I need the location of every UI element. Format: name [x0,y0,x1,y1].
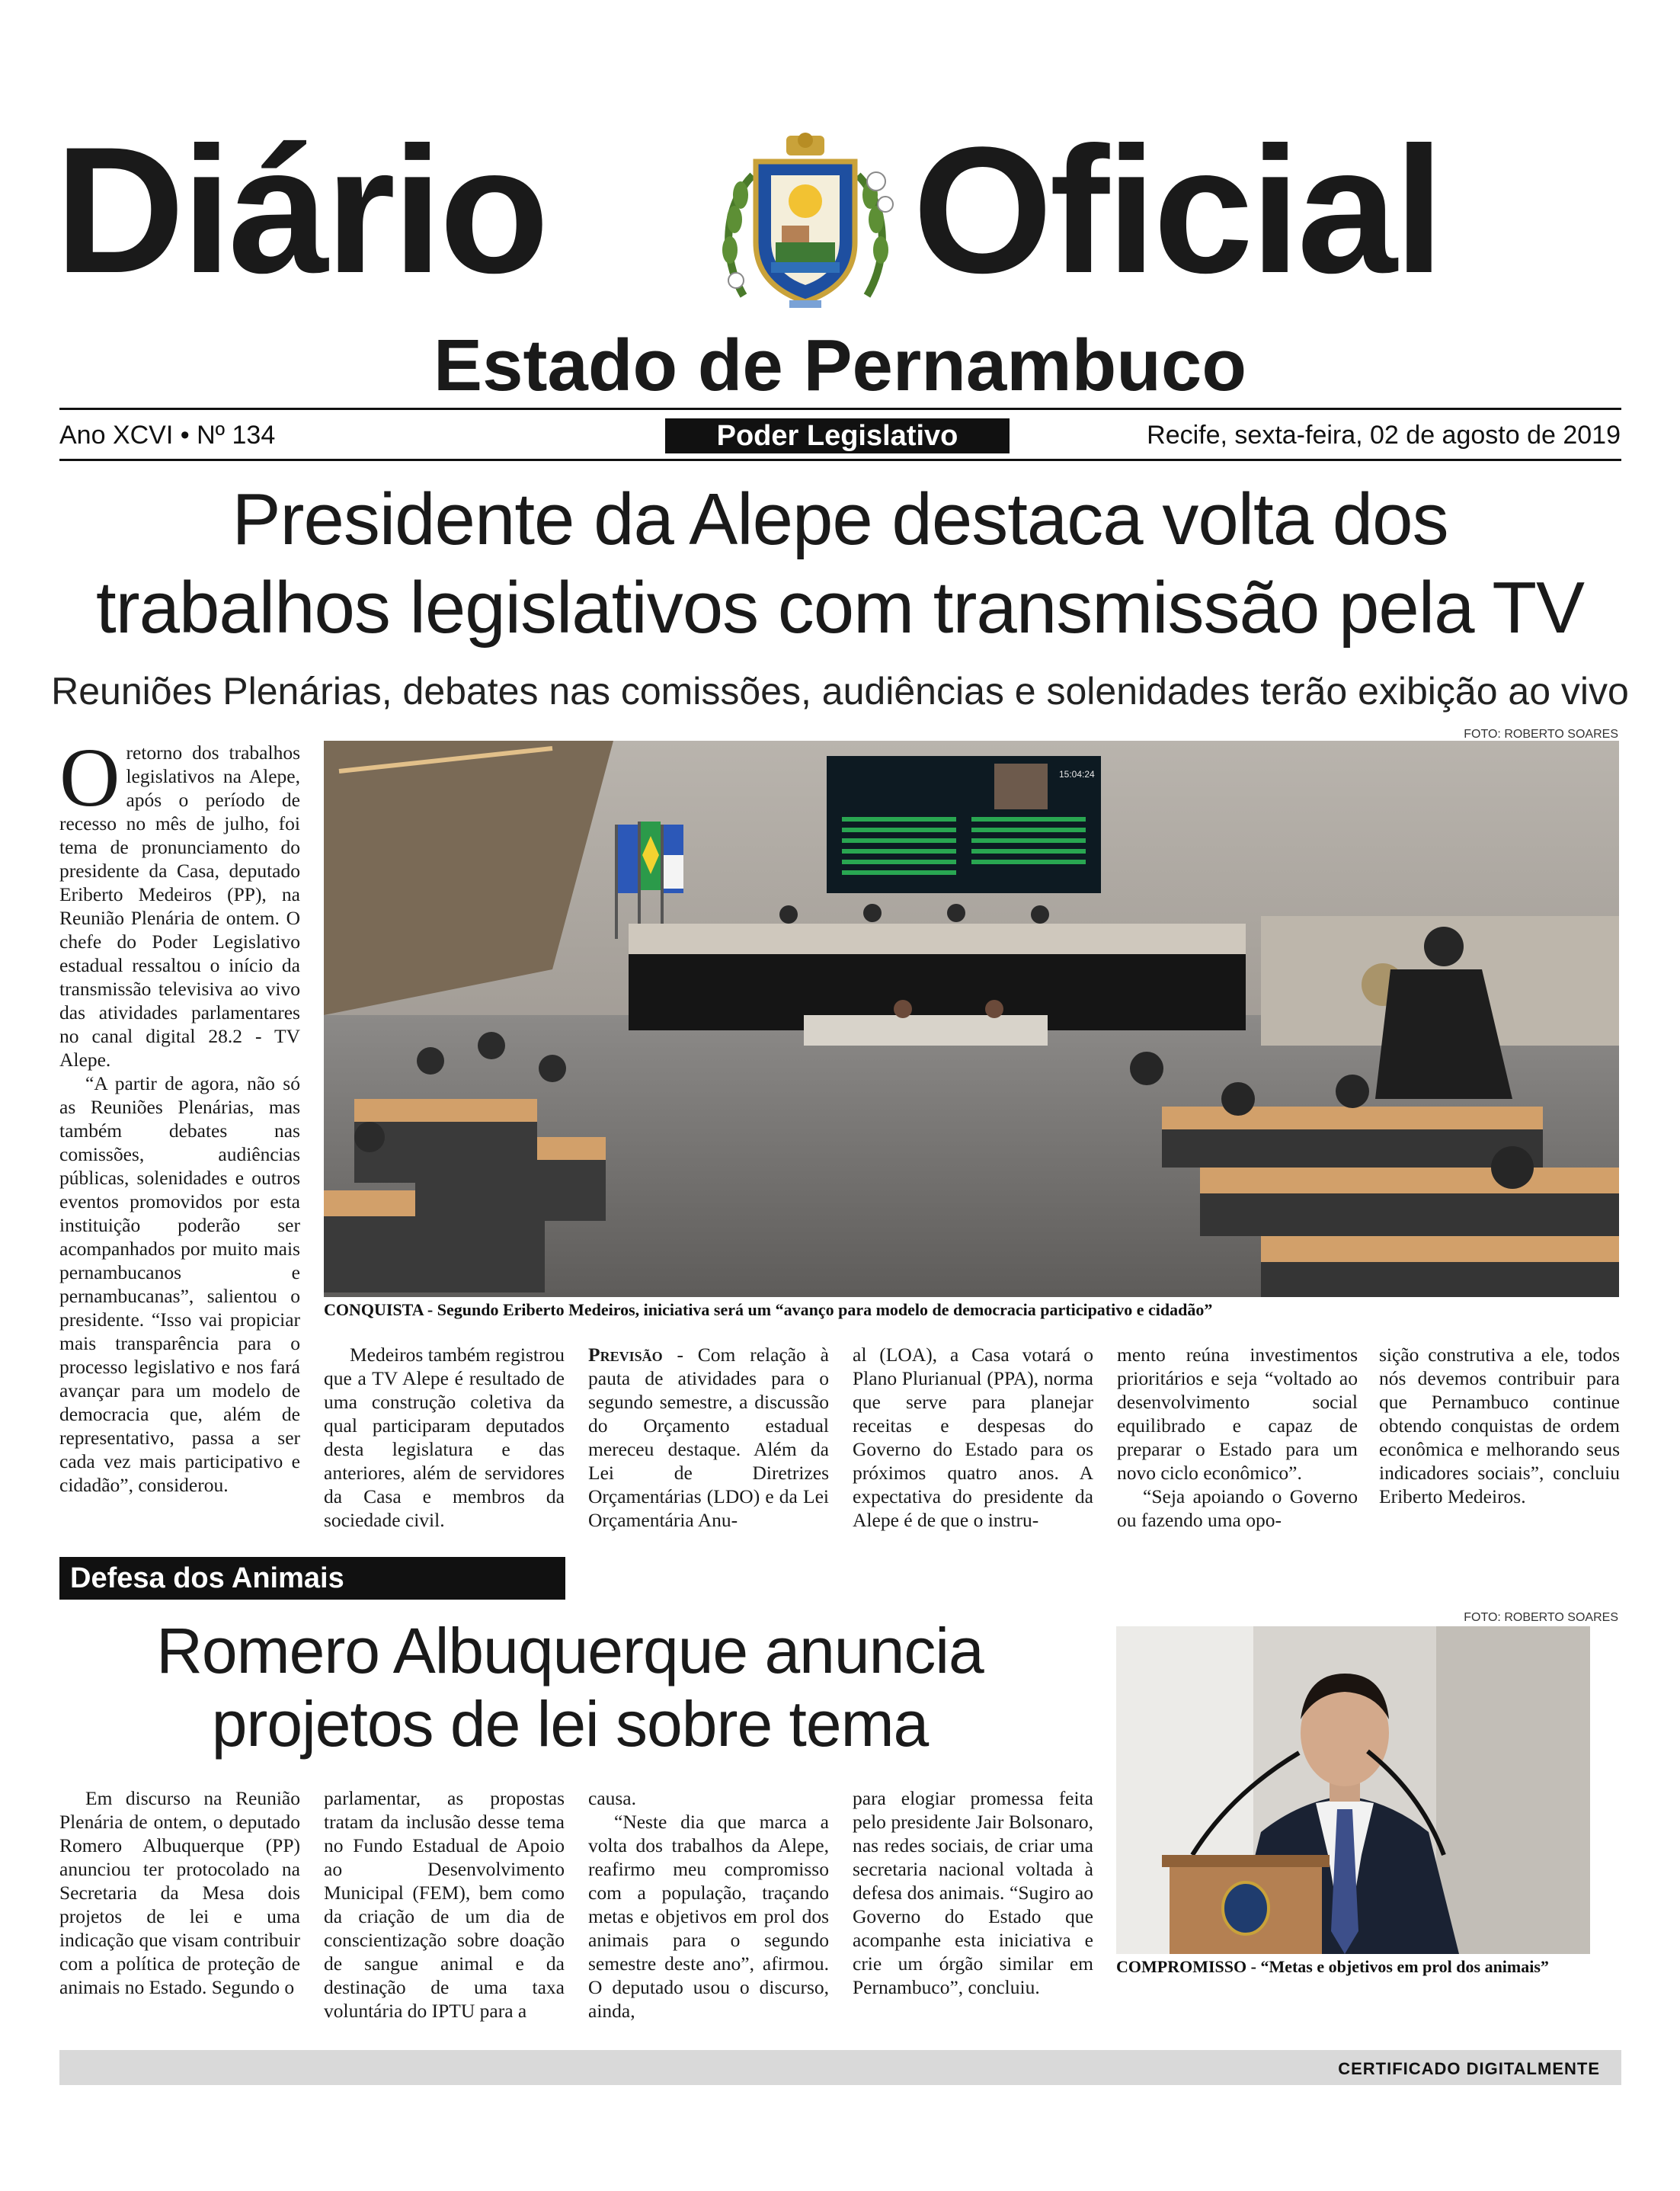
masthead-subtitle: Estado de Pernambuco [434,325,1246,406]
screen-clock: 15:04:24 [1059,769,1095,780]
story1-col2-text: Medeiros também registrou que a TV Alepe é resultado de uma construção coletiva da qual participaram deputados desta legislatura e das anteriores, além de servidores da Casa e membros da sociedade civil. [324,1344,565,1531]
story2-photo-credit: FOTO: ROBERTO SOARES [1464,1611,1618,1624]
story1-caption-label: CONQUISTA - [324,1300,434,1319]
section-label-legislativo: Poder Legislativo [665,418,1010,453]
story2-col2-text: parlamentar, as propostas tratam da inclusão desse tema no Fundo Estadual de Apoio ao Desenvolvimento Municipal (FEM), bem como da criação de um dia de conscientização sobre doação de sangue animal e da destinação de uma taxa voluntária do IPTU para a [324,1787,565,2022]
masthead-bottom-rule [59,459,1621,461]
story1-col6-text: sição construtiva a ele, todos nós devemos contribuir para que Pernambuco continue obtendo conquistas de ordem econômica e melhorando seus indicadores sociais”, concluiu Eriberto Medeiros. [1379,1344,1620,1507]
coat-of-arms-emblem [713,128,898,311]
story1-photo-credit: FOTO: ROBERTO SOARES [1464,728,1618,741]
certified-label: CERTIFICADO DIGITALMENTE [1338,2059,1600,2078]
story2-column-4 [853,1786,1093,1999]
story2-headline-line2: projetos de lei sobre tema [211,1688,929,1760]
story1-col4-text: al (LOA), a Casa votará o Plano Plurianual (PPA), norma que serve para planejar receitas e despesas do Governo do Estado para os próximos quatro anos. A expectativa do presidente da Alepe é de que o instru- [853,1344,1093,1531]
deputy-speaking-photo [1116,1626,1590,1954]
edition-number: Ano XCVI • Nº 134 [59,421,276,450]
story2-col3-paragraph-1: causa. [588,1787,637,1809]
story2-column-2 [324,1786,565,2023]
masthead-title-right: Oficial [913,110,1442,311]
story1-column-5 [1117,1343,1358,1532]
story1-headline-line1: Presidente da Alepe destaca volta dos [232,479,1448,560]
story1-deck: Reuniões Plenárias, debates nas comissões, audiências e solenidades terão exibição ao vivo [51,670,1629,713]
story2-column-1 [59,1786,300,1999]
story2-column-3 [588,1786,829,2023]
story2-col4-text: para elogiar promessa feita pelo presidente Jair Bolsonaro, nas redes sociais, de criar uma secretaria nacional voltada à defesa dos animais. “Sugiro ao Governo do Estado que acompanhe esta iniciativa e crie um órgão similar em Pernambuco”, concluiu. [853,1787,1093,1998]
story1-headline-line2: trabalhos legislativos com transmissão pela TV [95,567,1585,649]
dateline: Recife, sexta-feira, 02 de agosto de 2019 [1147,421,1621,450]
footer-bar [59,2050,1621,2085]
masthead-title-left: Diário [55,110,546,311]
story2-headline-line1: Romero Albuquerque anuncia [156,1615,984,1686]
plenary-session-photo [324,741,1619,1297]
story1-col5-paragraph-2: “Seja apoiando o Governo ou fazendo uma opo- [1117,1485,1358,1531]
story2-caption-label: COMPROMISSO - [1116,1957,1256,1976]
story1-col1-paragraph-1: retorno dos trabalhos legislativos na Alepe, após o período de recesso no mês de julho, foi tema de pronunciamento do presidente da Casa, deputado Eriberto Medeiros (PP), na Reunião Plenária de ontem. O chefe do Poder Legislativo estadual ressaltou o início da transmissão televisiva ao vivo das atividades parlamentares no canal digital 28.2 - TV Alepe. [59,742,300,1071]
story1-col1-paragraph-2: “A partir de agora, não só as Reuniões Plenárias, mas também debates nas comissões, audiências públicas, solenidades e outros eventos promovidos por esta instituição poderão ser acompanhados por muito mais pernambucanos e pernambucanas”, salientou o presidente. “Isso vai propiciar mais transparência para o processo legislativo e nos fará avançar para um modelo de democracia que, além de representativo, passa a ser cada vez mais participativo e cidadão”, considerou. [59,1072,300,1496]
story1-column-6 [1379,1343,1620,1508]
masthead-top-rule [59,408,1621,410]
dropcap: O [59,731,120,824]
story1-caption [324,1300,1619,1320]
story2-caption-text: “Metas e objetivos em prol dos animais” [1260,1957,1549,1976]
story2-caption [1116,1957,1619,1977]
story1-column-4 [853,1343,1093,1532]
story1-column-3 [588,1343,829,1532]
story1-caption-text: Segundo Eriberto Medeiros, iniciativa será um “avanço para modelo de democracia participativo e cidadão” [437,1300,1213,1319]
story1-col3-text: - Com relação à pauta de atividades para o segundo semestre, a discussão do Orçamento estadual mereceu destaque. Além da Lei de Diretrizes Orçamentárias (LDO) e da Lei Orçamentária Anu- [588,1344,829,1531]
story1-column-2 [324,1343,565,1532]
story2-col1-text: Em discurso na Reunião Plenária de ontem, o deputado Romero Albuquerque (PP) anunciou ter protocolado na Secretaria da Mesa dois projetos de lei e uma indicação que visam contribuir com a política de proteção de animais no Estado. Segundo o [59,1787,300,1998]
story2-col3-paragraph-2: “Neste dia que marca a volta dos trabalhos da Alepe, reafirmo meu compromisso com a população, traçando metas e objetivos em prol dos animais para o segundo semestre deste ano”, afirmou. O deputado usou o discurso, ainda, [588,1811,829,2022]
story1-col5-paragraph-1: mento reúna investimentos prioritários e seja “voltado ao desenvolvimento social equilibrado e capaz de preparar o Estado para um novo ciclo econômico”. [1117,1344,1358,1484]
section-label-animais: Defesa dos Animais [59,1557,565,1600]
story1-col3-lead: Previsão [588,1344,663,1366]
story1-column-1 [59,731,300,1497]
